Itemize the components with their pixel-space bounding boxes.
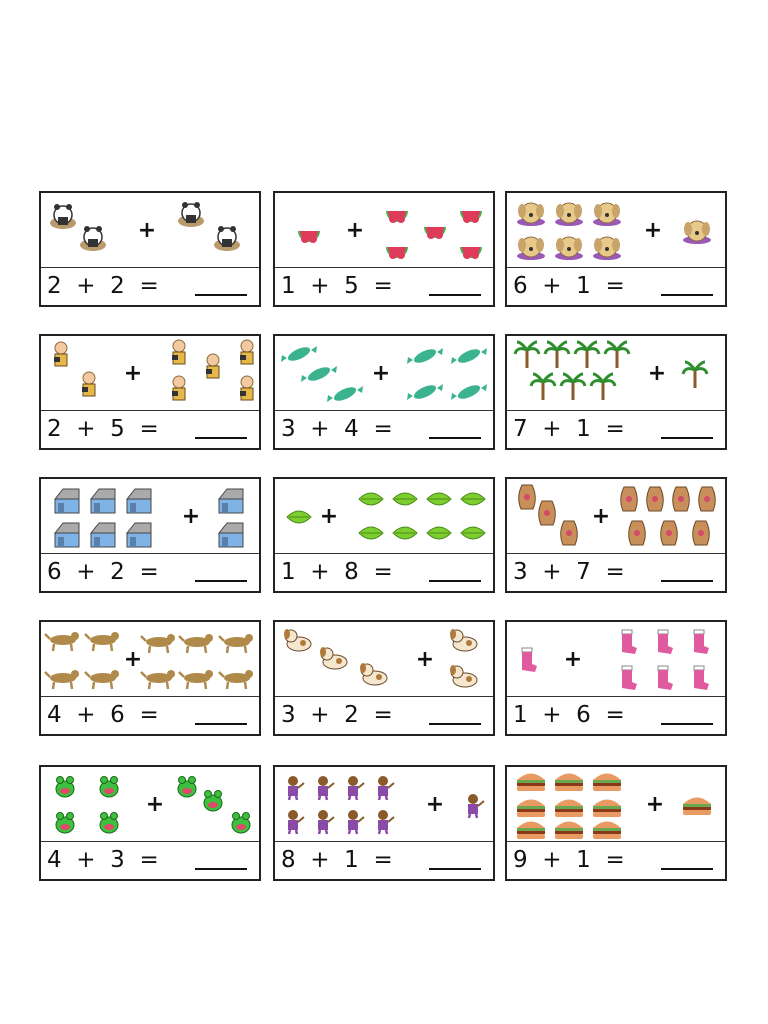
- picture-panel: [507, 479, 725, 554]
- chef-icon: [172, 376, 185, 400]
- dog-icon: [45, 632, 79, 651]
- equation: 6 + 2 =: [47, 559, 159, 585]
- stocking-icon: [658, 666, 673, 690]
- monkey-icon: [275, 767, 493, 841]
- doghouse-icon: [219, 523, 243, 547]
- plus-sign: +: [591, 504, 611, 529]
- problem-card-12: [505, 620, 727, 736]
- palm-tree-icon: [545, 342, 569, 368]
- palm-tree-icon: [683, 362, 707, 388]
- chef-icon: [240, 376, 253, 400]
- chef-icon: [206, 354, 219, 378]
- picture-panel: [275, 336, 493, 411]
- vase-icon: [621, 487, 638, 511]
- burger-icon: [555, 774, 583, 792]
- problem-card-8: [273, 477, 495, 593]
- vase-icon: [647, 487, 664, 511]
- chef-icon: [172, 340, 185, 364]
- vase-icon: [673, 487, 690, 511]
- answer-blank[interactable]: [429, 294, 481, 296]
- monkey-icon: [378, 810, 394, 834]
- dog-icon: [219, 634, 253, 653]
- leaf-icon: [275, 479, 493, 553]
- frog-icon: [100, 813, 118, 834]
- candy-icon: [407, 382, 443, 401]
- puppy-icon: [507, 193, 725, 267]
- stocking-icon: [622, 666, 637, 690]
- watermelon-icon: [386, 211, 408, 223]
- leaf-icon: [461, 493, 485, 505]
- doghouse-icon: [219, 489, 243, 513]
- vase-icon: [519, 485, 536, 509]
- answer-blank[interactable]: [195, 723, 247, 725]
- chef-icon: [82, 372, 95, 396]
- vase-icon: [539, 501, 556, 525]
- picture-panel: [41, 336, 259, 411]
- problem-card-2: [273, 191, 495, 307]
- doghouse-icon: [127, 489, 151, 513]
- problem-card-13: [39, 765, 261, 881]
- monkey-icon: [288, 810, 304, 834]
- plus-sign: +: [645, 792, 665, 817]
- dog-icon: [141, 634, 175, 653]
- spotted-dog-icon: [360, 663, 387, 685]
- answer-blank[interactable]: [661, 437, 713, 439]
- stocking-icon: [694, 666, 709, 690]
- watermelon-icon: [298, 231, 320, 243]
- equation: 4 + 6 =: [47, 702, 159, 728]
- palm-tree-icon: [531, 374, 555, 400]
- frog-icon: [232, 813, 250, 834]
- plus-sign: +: [345, 218, 365, 243]
- frog-icon: [100, 777, 118, 798]
- equation: 1 + 5 =: [281, 273, 393, 299]
- leaf-icon: [359, 493, 383, 505]
- equation: 8 + 1 =: [281, 847, 393, 873]
- burger-icon: [555, 800, 583, 818]
- candy-icon: [451, 346, 487, 365]
- watermelon-icon: [460, 247, 482, 259]
- vase-icon: [693, 521, 710, 545]
- chef-icon: [54, 342, 67, 366]
- answer-blank[interactable]: [661, 723, 713, 725]
- panda-icon: [41, 193, 259, 267]
- answer-blank[interactable]: [661, 294, 713, 296]
- candy-icon: [301, 364, 337, 383]
- burger-icon: [517, 800, 545, 818]
- plus-sign: +: [319, 504, 339, 529]
- plus-sign: +: [415, 647, 435, 672]
- answer-blank[interactable]: [429, 580, 481, 582]
- answer-blank[interactable]: [195, 294, 247, 296]
- burger-icon: [507, 767, 725, 841]
- puppy-icon: [593, 203, 621, 226]
- plus-sign: +: [643, 218, 663, 243]
- vase-icon: [661, 521, 678, 545]
- burger-icon: [555, 822, 583, 840]
- vase-icon: [507, 479, 725, 553]
- monkey-icon: [318, 810, 334, 834]
- puppy-icon: [555, 203, 583, 226]
- vase-icon: [629, 521, 646, 545]
- doghouse-icon: [55, 523, 79, 547]
- spotted-dog-icon: [320, 647, 347, 669]
- panda-icon: [214, 226, 240, 251]
- panda-icon: [178, 202, 204, 227]
- frog-icon: [56, 813, 74, 834]
- plus-sign: +: [181, 504, 201, 529]
- picture-panel: [507, 767, 725, 842]
- equation: 3 + 4 =: [281, 416, 393, 442]
- dog-icon: [85, 632, 119, 651]
- watermelon-icon: [275, 193, 493, 267]
- panda-icon: [50, 204, 76, 229]
- picture-panel: [275, 479, 493, 554]
- plus-sign: +: [563, 647, 583, 672]
- dog-icon: [45, 670, 79, 689]
- candy-icon: [281, 344, 317, 363]
- problem-card-1: [39, 191, 261, 307]
- monkey-icon: [348, 776, 364, 800]
- problem-card-7: [39, 477, 261, 593]
- palm-tree-icon: [561, 374, 585, 400]
- equation: 1 + 6 =: [513, 702, 625, 728]
- monkey-icon: [288, 776, 304, 800]
- equation: 7 + 1 =: [513, 416, 625, 442]
- palm-tree-icon: [515, 342, 539, 368]
- stocking-icon: [522, 648, 537, 672]
- stocking-icon: [622, 630, 637, 654]
- puppy-icon: [593, 237, 621, 260]
- vase-icon: [699, 487, 716, 511]
- doghouse-icon: [91, 523, 115, 547]
- stocking-icon: [507, 622, 725, 696]
- problem-card-6: [505, 334, 727, 450]
- picture-panel: [275, 193, 493, 268]
- frog-icon: [178, 777, 196, 798]
- leaf-icon: [461, 527, 485, 539]
- leaf-icon: [393, 527, 417, 539]
- candy-icon: [407, 346, 443, 365]
- watermelon-icon: [460, 211, 482, 223]
- answer-blank[interactable]: [195, 868, 247, 870]
- spotted-dog-icon: [450, 629, 477, 651]
- picture-panel: [275, 622, 493, 697]
- answer-blank[interactable]: [429, 868, 481, 870]
- monkey-icon: [378, 776, 394, 800]
- picture-panel: [41, 193, 259, 268]
- monkey-icon: [348, 810, 364, 834]
- equation: 3 + 2 =: [281, 702, 393, 728]
- picture-panel: [41, 767, 259, 842]
- candy-icon: [327, 384, 363, 403]
- problem-card-3: [505, 191, 727, 307]
- spotted-dog-icon: [450, 665, 477, 687]
- equation: 3 + 7 =: [513, 559, 625, 585]
- plus-sign: +: [425, 792, 445, 817]
- candy-icon: [451, 382, 487, 401]
- burger-icon: [683, 798, 711, 816]
- monkey-icon: [468, 794, 484, 818]
- dog-icon: [141, 670, 175, 689]
- picture-panel: [507, 336, 725, 411]
- frog-icon: [41, 767, 259, 841]
- palm-tree-icon: [575, 342, 599, 368]
- leaf-icon: [427, 527, 451, 539]
- plus-sign: +: [145, 792, 165, 817]
- plus-sign: +: [123, 361, 143, 386]
- spotted-dog-icon: [284, 629, 311, 651]
- puppy-icon: [517, 237, 545, 260]
- problem-card-4: [39, 334, 261, 450]
- chef-icon: [41, 336, 259, 410]
- burger-icon: [593, 774, 621, 792]
- answer-blank[interactable]: [429, 723, 481, 725]
- stocking-icon: [694, 630, 709, 654]
- watermelon-icon: [424, 227, 446, 239]
- doghouse-icon: [91, 489, 115, 513]
- picture-panel: [41, 479, 259, 554]
- puppy-icon: [555, 237, 583, 260]
- burger-icon: [593, 822, 621, 840]
- dog-icon: [41, 622, 259, 696]
- equation: 4 + 3 =: [47, 847, 159, 873]
- dog-icon: [219, 670, 253, 689]
- doghouse-icon: [127, 523, 151, 547]
- answer-blank[interactable]: [429, 437, 481, 439]
- problem-card-14: [273, 765, 495, 881]
- equation: 2 + 2 =: [47, 273, 159, 299]
- chef-icon: [240, 340, 253, 364]
- leaf-icon: [393, 493, 417, 505]
- plus-sign: +: [647, 361, 667, 386]
- burger-icon: [517, 822, 545, 840]
- doghouse-icon: [41, 479, 259, 553]
- plus-sign: +: [137, 218, 157, 243]
- answer-blank[interactable]: [195, 437, 247, 439]
- watermelon-icon: [386, 247, 408, 259]
- dog-icon: [179, 670, 213, 689]
- equation: 9 + 1 =: [513, 847, 625, 873]
- dog-icon: [85, 670, 119, 689]
- puppy-icon: [517, 203, 545, 226]
- palm-tree-icon: [507, 336, 725, 410]
- answer-blank[interactable]: [195, 580, 247, 582]
- dog-icon: [179, 634, 213, 653]
- leaf-icon: [359, 527, 383, 539]
- plus-sign: +: [123, 647, 143, 672]
- burger-icon: [593, 800, 621, 818]
- answer-blank[interactable]: [661, 868, 713, 870]
- palm-tree-icon: [591, 374, 615, 400]
- burger-icon: [517, 774, 545, 792]
- plus-sign: +: [371, 361, 391, 386]
- candy-icon: [275, 336, 493, 410]
- frog-icon: [204, 791, 222, 812]
- problem-card-5: [273, 334, 495, 450]
- picture-panel: [507, 193, 725, 268]
- panda-icon: [80, 226, 106, 251]
- spotted-dog-icon: [275, 622, 493, 696]
- leaf-icon: [427, 493, 451, 505]
- equation: 6 + 1 =: [513, 273, 625, 299]
- vase-icon: [561, 521, 578, 545]
- picture-panel: [41, 622, 259, 697]
- problem-card-9: [505, 477, 727, 593]
- monkey-icon: [318, 776, 334, 800]
- picture-panel: [507, 622, 725, 697]
- leaf-icon: [287, 511, 311, 523]
- stocking-icon: [658, 630, 673, 654]
- doghouse-icon: [55, 489, 79, 513]
- problem-card-15: [505, 765, 727, 881]
- picture-panel: [275, 767, 493, 842]
- frog-icon: [56, 777, 74, 798]
- palm-tree-icon: [605, 342, 629, 368]
- equation: 1 + 8 =: [281, 559, 393, 585]
- puppy-icon: [683, 221, 711, 244]
- answer-blank[interactable]: [661, 580, 713, 582]
- equation: 2 + 5 =: [47, 416, 159, 442]
- problem-card-10: [39, 620, 261, 736]
- problem-card-11: [273, 620, 495, 736]
